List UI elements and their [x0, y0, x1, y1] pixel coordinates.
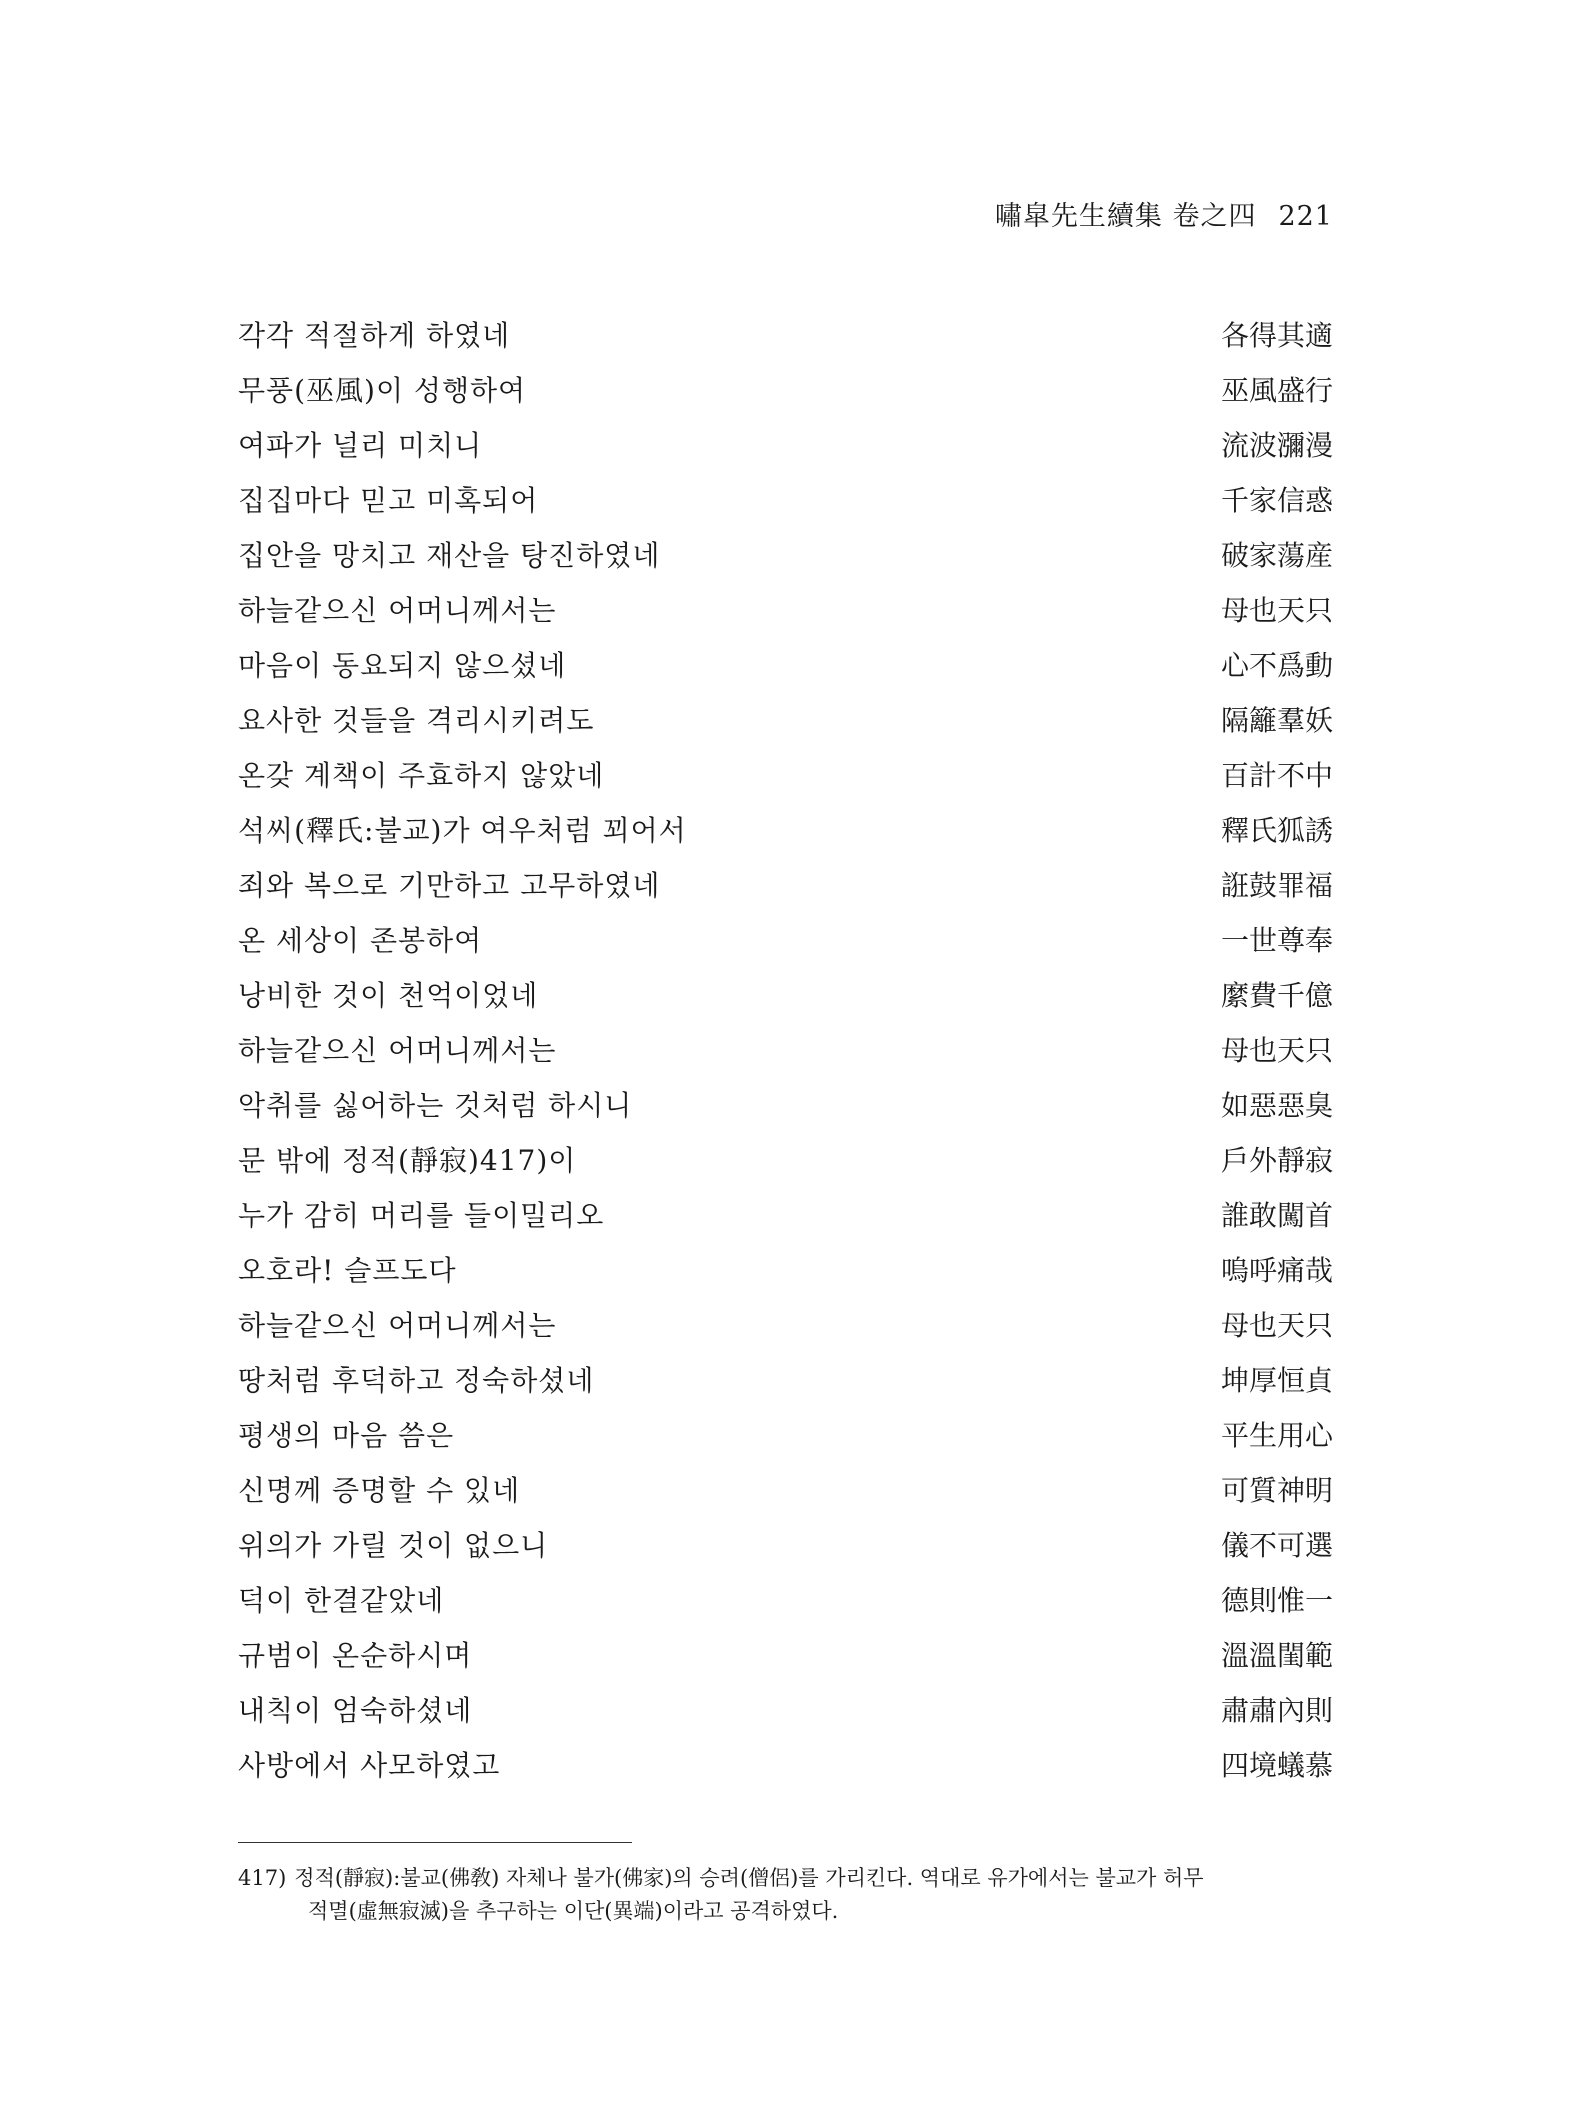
verse-row — [238, 1296, 1333, 1351]
verse-korean: 석씨(釋氏:불교)가 여우처럼 꾀어서 — [238, 813, 687, 847]
verse-hanja: 隔籬羣妖 — [1220, 703, 1333, 737]
verse-korean: 집집마다 믿고 미혹되어 — [238, 483, 539, 517]
verse-row — [238, 1076, 1333, 1131]
verse-row — [238, 1021, 1333, 1076]
verse-hanja: 可質神明 — [1220, 1473, 1333, 1507]
verse-korean: 신명께 증명할 수 있네 — [238, 1473, 521, 1507]
verse-hanja: 肅肅內則 — [1220, 1693, 1333, 1727]
footnote-line-1 — [238, 1862, 1338, 1895]
verse-row — [238, 636, 1333, 691]
verse-row — [238, 1626, 1333, 1681]
verse-row — [238, 1131, 1333, 1186]
verse-hanja: 儀不可選 — [1220, 1528, 1333, 1562]
verse-row — [238, 1736, 1333, 1791]
verse-list — [238, 306, 1333, 1791]
verse-row — [238, 471, 1333, 526]
verse-row — [238, 691, 1333, 746]
verse-row — [238, 1461, 1333, 1516]
verse-korean: 규범이 온순하시며 — [238, 1638, 473, 1672]
verse-hanja: 百計不中 — [1220, 758, 1333, 792]
verse-hanja: 破家蕩産 — [1220, 538, 1333, 572]
verse-korean: 평생의 마음 씀은 — [238, 1418, 455, 1452]
verse-row — [238, 416, 1333, 471]
verse-korean: 사방에서 사모하였고 — [238, 1748, 501, 1782]
footnote-text-1: 정적(靜寂):불교(佛敎) 자체나 불가(佛家)의 승려(僧侶)를 가리킨다. 역대로 유가에서는 불교가 허무 — [294, 1866, 1204, 1890]
book-title: 嘯皐先生續集 卷之四 — [994, 201, 1257, 232]
verse-hanja: 母也天只 — [1220, 1033, 1333, 1067]
running-header — [995, 194, 1333, 233]
verse-hanja: 溫溫閨範 — [1220, 1638, 1333, 1672]
verse-korean: 무풍(巫風)이 성행하여 — [238, 373, 527, 407]
verse-korean: 문 밖에 정적(靜寂)417)이 — [238, 1143, 577, 1177]
verse-hanja: 各得其適 — [1220, 318, 1333, 352]
page-number: 221 — [1278, 201, 1333, 232]
verse-row — [238, 526, 1333, 581]
verse-row — [238, 966, 1333, 1021]
verse-hanja: 德則惟一 — [1220, 1583, 1333, 1617]
verse-row — [238, 581, 1333, 636]
verse-hanja: 誰敢闖首 — [1220, 1198, 1333, 1232]
verse-korean: 집안을 망치고 재산을 탕진하였네 — [238, 538, 661, 572]
verse-row — [238, 911, 1333, 966]
verse-korean: 덕이 한결같았네 — [238, 1583, 445, 1617]
verse-hanja: 縻費千億 — [1220, 978, 1333, 1012]
verse-hanja: 嗚呼痛哉 — [1220, 1253, 1333, 1287]
verse-row — [238, 1241, 1333, 1296]
verse-hanja: 戶外靜寂 — [1220, 1143, 1333, 1177]
verse-row — [238, 1571, 1333, 1626]
verse-korean: 마음이 동요되지 않으셨네 — [238, 648, 567, 682]
verse-korean: 여파가 널리 미치니 — [238, 428, 483, 462]
verse-korean: 하늘같으신 어머니께서는 — [238, 593, 557, 627]
verse-korean: 하늘같으신 어머니께서는 — [238, 1308, 557, 1342]
verse-korean: 누가 감히 머리를 들이밀리오 — [238, 1198, 605, 1232]
verse-row — [238, 856, 1333, 911]
verse-hanja: 母也天只 — [1220, 593, 1333, 627]
verse-korean: 악취를 싫어하는 것처럼 하시니 — [238, 1088, 633, 1122]
verse-korean: 죄와 복으로 기만하고 고무하였네 — [238, 868, 661, 902]
verse-row — [238, 306, 1333, 361]
verse-hanja: 千家信惑 — [1220, 483, 1333, 517]
verse-korean: 각각 적절하게 하였네 — [238, 318, 511, 352]
verse-korean: 온갖 계책이 주효하지 않았네 — [238, 758, 605, 792]
verse-hanja: 四境蟻慕 — [1220, 1748, 1333, 1782]
verse-row — [238, 1681, 1333, 1736]
verse-hanja: 如惡惡臭 — [1220, 1088, 1333, 1122]
verse-hanja: 坤厚恒貞 — [1220, 1363, 1333, 1397]
footnote — [238, 1862, 1338, 1928]
verse-row — [238, 746, 1333, 801]
verse-korean: 땅처럼 후덕하고 정숙하셨네 — [238, 1363, 595, 1397]
verse-row — [238, 1351, 1333, 1406]
footnote-line-2: 적멸(虛無寂滅)을 추구하는 이단(異端)이라고 공격하였다. — [308, 1899, 839, 1923]
verse-korean: 내칙이 엄숙하셨네 — [238, 1693, 473, 1727]
verse-row — [238, 1406, 1333, 1461]
verse-korean: 위의가 가릴 것이 없으니 — [238, 1528, 549, 1562]
footnote-divider — [238, 1842, 632, 1843]
verse-hanja: 流波瀰漫 — [1220, 428, 1333, 462]
verse-hanja: 一世尊奉 — [1220, 923, 1333, 957]
verse-hanja: 平生用心 — [1220, 1418, 1333, 1452]
footnote-label: 417) — [238, 1866, 287, 1890]
verse-korean: 하늘같으신 어머니께서는 — [238, 1033, 557, 1067]
verse-hanja: 心不爲動 — [1220, 648, 1333, 682]
verse-row — [238, 361, 1333, 416]
verse-korean: 낭비한 것이 천억이었네 — [238, 978, 539, 1012]
verse-korean: 오호라! 슬프도다 — [238, 1253, 457, 1287]
verse-hanja: 母也天只 — [1220, 1308, 1333, 1342]
verse-hanja: 巫風盛行 — [1220, 373, 1333, 407]
verse-row — [238, 1186, 1333, 1241]
verse-korean: 요사한 것들을 격리시키려도 — [238, 703, 595, 737]
verse-row — [238, 801, 1333, 856]
verse-row — [238, 1516, 1333, 1571]
verse-hanja: 誑鼓罪福 — [1220, 868, 1333, 902]
verse-hanja: 釋氏狐誘 — [1220, 813, 1333, 847]
verse-korean: 온 세상이 존봉하여 — [238, 923, 483, 957]
